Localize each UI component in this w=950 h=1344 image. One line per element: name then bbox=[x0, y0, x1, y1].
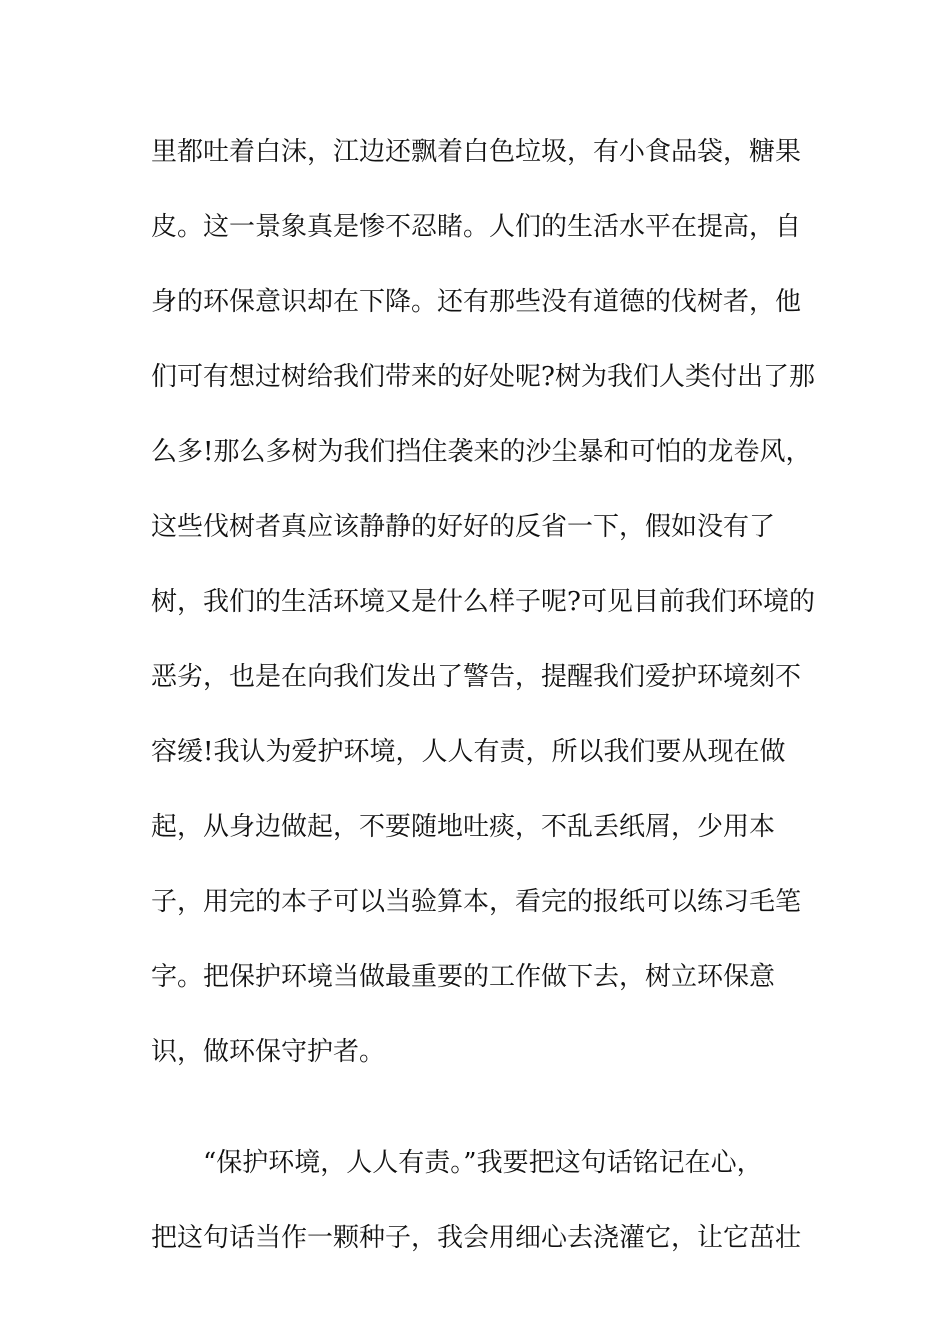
text-line: 里都吐着白沫，江边还飘着白色垃圾，有小食品袋，糖果 bbox=[151, 137, 802, 167]
text-line: 皮。这一景象真是惨不忍睹。人们的生活水平在提高，自 bbox=[151, 212, 802, 242]
text-line: 子，用完的本子可以当验算本，看完的报纸可以练习毛笔 bbox=[151, 887, 802, 917]
text-line: 们可有想过树给我们带来的好处呢?树为我们人类付出了那 bbox=[151, 362, 815, 392]
text-line: 么多!那么多树为我们挡住袭来的沙尘暴和可怕的龙卷风， bbox=[151, 437, 812, 467]
text-line: 这些伐树者真应该静静的好好的反省一下，假如没有了 bbox=[151, 512, 776, 542]
text-line: 起，从身边做起，不要随地吐痰，不乱丢纸屑，少用本 bbox=[151, 812, 776, 842]
text-line: 恶劣，也是在向我们发出了警告，提醒我们爱护环境刻不 bbox=[151, 662, 802, 692]
text-line: 把这句话当作一颗种子，我会用细心去浇灌它，让它茁壮 bbox=[151, 1223, 802, 1253]
paragraph-2 bbox=[151, 1137, 831, 1287]
body-text bbox=[151, 126, 831, 1287]
text-line: 身的环保意识却在下降。还有那些没有道德的伐树者，他 bbox=[151, 287, 802, 317]
text-line: 字。把保护环境当做最重要的工作做下去，树立环保意 bbox=[151, 962, 776, 992]
paragraph-1 bbox=[151, 126, 831, 1101]
paragraph-gap bbox=[151, 1101, 831, 1137]
text-line: “保护环境，人人有责。”我要把这句话铭记在心， bbox=[151, 1148, 763, 1178]
text-line: 树，我们的生活环境又是什么样子呢?可见目前我们环境的 bbox=[151, 587, 815, 617]
text-line: 识，做环保守护者。 bbox=[151, 1037, 386, 1067]
text-line: 容缓!我认为爱护环境，人人有责，所以我们要从现在做 bbox=[151, 737, 786, 767]
